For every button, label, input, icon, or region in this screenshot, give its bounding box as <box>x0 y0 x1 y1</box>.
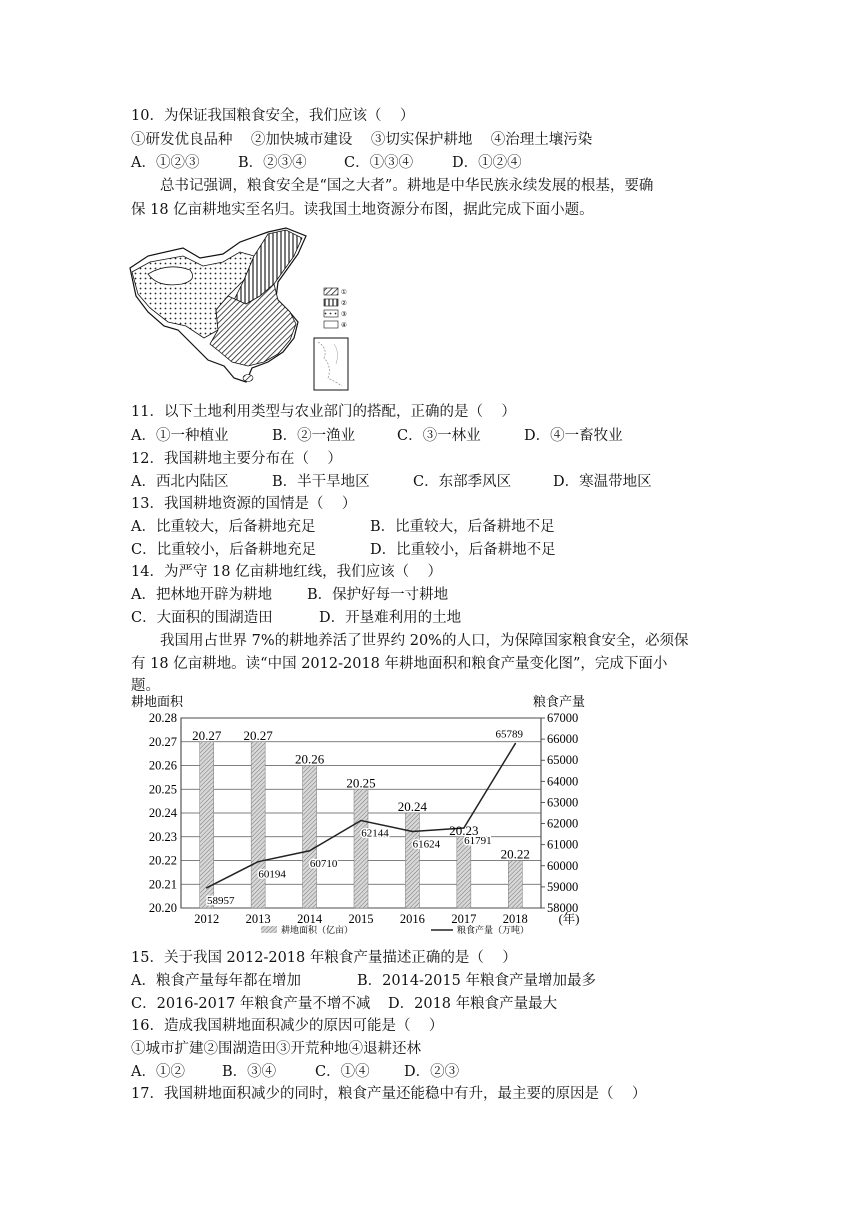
farmland-bar-label: 20.27 <box>192 727 222 743</box>
grain-output-label: 61791 <box>464 834 492 847</box>
left-tick-label: 20.24 <box>148 806 177 820</box>
farmland-bar <box>251 742 265 908</box>
q16-items: ①城市扩建②围湖造田③开荒种地④退耕还林 <box>131 1041 421 1057</box>
left-tick-label: 20.22 <box>148 853 177 868</box>
grain-output-label: 65789 <box>495 728 524 741</box>
left-tick-label: 20.23 <box>148 829 177 844</box>
grain-output-label: 60710 <box>309 857 338 870</box>
x-tick-label: 2014 <box>297 912 323 926</box>
grain-output-point <box>514 743 516 745</box>
q16-option-a: A．①② <box>131 1064 185 1080</box>
right-tick-label: 64000 <box>547 774 579 789</box>
legend-label-3: ③ <box>341 310 347 318</box>
q12-option-d: D．寒温带地区 <box>553 474 652 490</box>
q13-option-d: D．比重较小，后备耕地不足 <box>370 542 556 558</box>
q13-option-c: C．比重较小，后备耕地充足 <box>131 542 317 558</box>
q16-stem: 16．造成我国耕地面积减少的原因可能是（ ） <box>131 1018 444 1034</box>
right-tick-label: 62000 <box>547 816 579 831</box>
passage2-line3: 题。 <box>131 678 160 694</box>
legend-bar-swatch <box>261 926 277 933</box>
q16-option-b: B．③④ <box>222 1064 277 1080</box>
q12-option-b: B．半干旱地区 <box>272 474 370 490</box>
china-land-resource-map <box>128 226 353 391</box>
grain-output-point <box>257 861 259 863</box>
grain-output-point <box>360 820 362 822</box>
legend-label-4: ④ <box>341 321 347 329</box>
q11-option-b: B．②一渔业 <box>272 428 356 444</box>
x-tick-label: 2017 <box>451 912 477 926</box>
x-tick-label: 2012 <box>194 912 220 926</box>
farmland-bar <box>508 861 522 909</box>
farmland-bar-label: 20.26 <box>294 751 325 767</box>
legend-line-label: 粮食产量（万吨） <box>457 925 530 935</box>
q10-items: ①研发优良品种 ②加快城市建设 ③切实保护耕地 ④治理土壤污染 <box>131 132 593 148</box>
grain-output-point <box>412 831 414 833</box>
passage2-line1: 我国用占世界 7%的耕地养活了世界约 20%的人口，为保障国家粮食安全，必须保 <box>160 633 689 649</box>
q10-option-b: B．②③④ <box>238 155 307 171</box>
farmland-bar-label: 20.24 <box>397 799 428 814</box>
x-tick-label: 2016 <box>399 912 425 926</box>
right-tick-label: 58000 <box>547 901 579 915</box>
q15-option-b: B．2014-2015 年粮食产量增加最多 <box>357 973 596 989</box>
q14-option-d: D．开垦难利用的土地 <box>319 610 462 626</box>
x-axis-unit: (年) <box>558 912 580 926</box>
q11-option-a: A．①一种植业 <box>131 428 229 444</box>
q16-option-c: C．①④ <box>315 1064 370 1080</box>
left-axis-title: 耕地面积 <box>131 694 184 709</box>
farmland-bar-label: 20.27 <box>243 727 273 743</box>
q15-stem: 15．关于我国 2012-2018 年粮食产量描述正确的是（ ） <box>131 950 517 966</box>
x-tick-label: 2018 <box>502 912 528 926</box>
right-tick-label: 59000 <box>547 879 579 894</box>
grain-output-label: 60194 <box>258 868 286 881</box>
grain-output-label: 62144 <box>361 827 389 840</box>
q10-option-c: C．①③④ <box>344 155 414 171</box>
q10-option-d: D．①②④ <box>452 155 522 171</box>
map-hainan <box>243 375 253 382</box>
grain-output-point <box>309 850 311 852</box>
right-tick-label: 61000 <box>547 837 579 852</box>
farmland-bar <box>303 766 317 909</box>
chart-legend <box>261 924 529 935</box>
q10-stem: 10．为保证我国粮食安全，我们应该（ ） <box>131 108 415 124</box>
q15-option-c: C．2016-2017 年粮食产量不增不减 <box>131 996 371 1012</box>
left-tick-label: 20.20 <box>148 901 177 915</box>
q15-option-d: D．2018 年粮食产量最大 <box>388 996 558 1012</box>
farmland-bar-label: 20.25 <box>346 775 376 791</box>
q11-stem: 11．以下土地利用类型与农业部门的搭配，正确的是（ ） <box>131 404 516 420</box>
left-tick-label: 20.26 <box>148 758 177 773</box>
map-legend <box>324 288 347 329</box>
q15-option-a: A．粮食产量每年都在增加 <box>131 973 301 989</box>
x-tick-label: 2013 <box>245 912 271 926</box>
left-tick-label: 20.21 <box>148 877 177 892</box>
q11-option-c: C．③一林业 <box>397 428 481 444</box>
q10-option-a: A．①②③ <box>131 155 200 171</box>
q13-option-a: A．比重较大，后备耕地充足 <box>131 519 316 535</box>
q14-option-b: B．保护好每一寸耕地 <box>307 587 449 603</box>
right-tick-label: 66000 <box>547 732 579 747</box>
x-tick-label: 2015 <box>348 912 374 926</box>
left-tick-label: 20.28 <box>148 711 177 725</box>
grain-output-label: 58957 <box>206 894 235 907</box>
right-tick-label: 65000 <box>547 753 579 768</box>
q14-stem: 14．为严守 18 亿亩耕地红线，我们应该（ ） <box>131 564 443 580</box>
q12-option-a: A．西北内陆区 <box>131 474 229 490</box>
right-tick-label: 60000 <box>547 858 579 873</box>
right-axis-title: 粮食产量 <box>533 694 586 709</box>
south-china-sea-inset <box>314 338 348 390</box>
farmland-bar <box>354 789 368 908</box>
q14-option-a: A．把林地开辟为耕地 <box>131 587 272 603</box>
q13-option-b: B．比重较大，后备耕地不足 <box>370 519 555 535</box>
grain-output-point <box>206 887 208 889</box>
q13-stem: 13．我国耕地资源的国情是（ ） <box>131 496 357 512</box>
passage2-line2: 有 18 亿亩耕地。读“中国 2012-2018 年耕地面积和粮食产量变化图”，完成下面小 <box>131 656 668 672</box>
farmland-bar <box>405 813 419 908</box>
q16-option-d: D．②③ <box>404 1064 460 1080</box>
legend-label-1: ① <box>341 288 347 296</box>
q12-stem: 12．我国耕地主要分布在（ ） <box>131 451 342 467</box>
farmland-grain-chart <box>131 690 731 940</box>
farmland-bar <box>457 837 471 908</box>
passage1-line2: 保 18 亿亩耕地实至名归。读我国土地资源分布图，据此完成下面小题。 <box>131 202 594 218</box>
legend-label-2: ② <box>341 299 347 307</box>
farmland-bar-label: 20.23 <box>449 822 479 838</box>
passage1-line1: 总书记强调，粮食安全是“国之大者”。耕地是中华民族永续发展的根基，要确 <box>160 178 654 194</box>
legend-bar-label: 耕地面积（亿亩） <box>281 925 354 935</box>
q12-option-c: C．东部季风区 <box>413 474 512 490</box>
farmland-bar <box>200 742 214 908</box>
left-tick-label: 20.25 <box>148 782 177 797</box>
grain-output-label: 61624 <box>412 838 441 851</box>
farmland-bar-label: 20.22 <box>500 846 530 862</box>
right-tick-label: 63000 <box>547 795 579 810</box>
q14-option-c: C．大面积的围湖造田 <box>131 610 273 626</box>
left-tick-label: 20.27 <box>148 734 177 749</box>
q17-stem: 17．我国耕地面积减少的同时，粮食产量还能稳中有升，最主要的原因是（ ） <box>131 1086 647 1102</box>
q11-option-d: D．④一畜牧业 <box>524 428 623 444</box>
right-tick-label: 67000 <box>547 711 579 725</box>
